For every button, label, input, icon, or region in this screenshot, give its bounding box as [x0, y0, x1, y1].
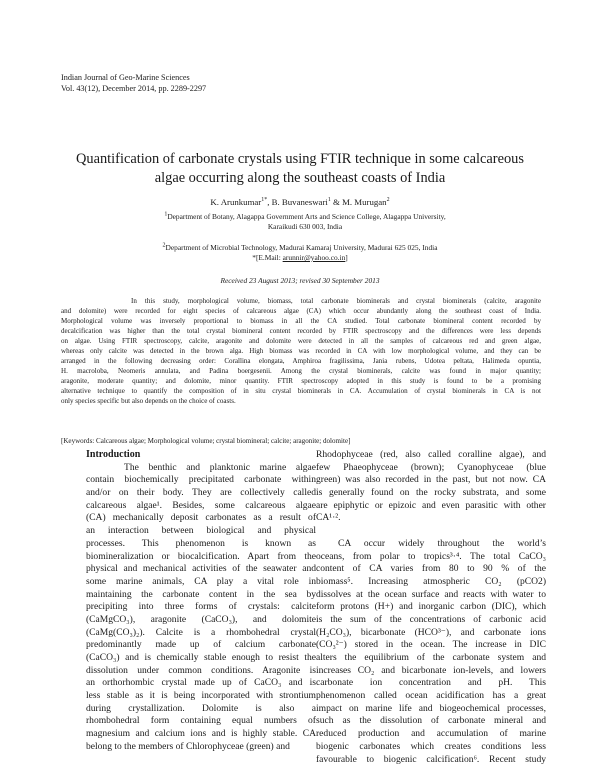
section-heading-introduction: Introduction [86, 449, 141, 460]
body-line: biogenic carbonates which creates conditions less [316, 740, 546, 752]
journal-issue: Vol. 43(12), December 2014, pp. 2289-2297 [61, 84, 207, 93]
body-line: phenomenon called ocean acidification has a great [316, 690, 546, 702]
abstract-line: whereas only calcite was detected in the brown alga. High biomass was recorded in CA with low morphological volume, and they can be [61, 347, 541, 356]
body-line [316, 525, 546, 538]
body-line: is generally found on the rocky substrata, and some [316, 487, 546, 499]
affiliation-2-mark: 2 [162, 242, 166, 249]
body-line: green) was also recorded in the past, but not now. CA [316, 474, 546, 486]
body-line: (CaMgCO₃), aragonite (CaCO₃), and dolomite [86, 613, 316, 625]
body-line: physical and mechanical activities of the seawater and [86, 563, 316, 575]
title-line-2: algae occurring along the southeast coasts of India [154, 170, 446, 186]
body-line: Rhodophyceae (red, also called coralline algae), and [316, 449, 546, 460]
body-line: form protons (H+) and inorganic carbon (DIC), which [316, 601, 546, 613]
body-line: some marine animals, CA play a vital role in [86, 575, 316, 587]
body-line: The benthic and planktonic marine algae [124, 461, 316, 473]
abstract-line: arranged in the following decreasing order: Corallina elongata, Amphiroa fragilissima, Jania rubens, Udotea peltata, Halimeda opuntia, [61, 357, 541, 366]
abstract-line: H. macroloba, Neomeris annulata, and Padina boergesenii. Among the crystal biominerals, calcite was found in major quantity; [61, 367, 541, 376]
affiliation-1-line-1: Department of Botany, Alagappa Government Arts and Science College, Alagappa University, [167, 212, 446, 221]
author-separator-2: & M. Murugan [330, 197, 387, 207]
body-line: calcareous algae¹. Besides, some calcareous algae [86, 499, 316, 511]
email-link[interactable]: arunnir@yahoo.co.in [282, 253, 346, 262]
received-dates: Received 23 August 2013; revised 30 September 2013 [220, 276, 380, 285]
email-close: ] [345, 253, 348, 262]
paper-title [40, 150, 560, 188]
body-line: are epiphytic or epizoic and even parasitic with other [316, 499, 546, 511]
title-line-1: Quantification of carbonate crystals using FTIR technique in some calcareous [76, 151, 524, 167]
journal-name: Indian Journal of Geo-Marine Sciences [61, 73, 190, 82]
author-1-mark: 1* [261, 197, 268, 204]
body-line: oceans, from polar to tropics³·⁴. The total CaCO₃ [316, 550, 546, 562]
author-separator-1: , B. Buvaneswari [267, 197, 328, 207]
keywords: [Keywords: Calcareous algae; Morphological volume; crystal biomineral; calcite; aragonite; dolomite] [61, 437, 351, 445]
body-line: dissolution under common conditions. Aragonite is [86, 664, 316, 676]
body-line: (CA) mechanically deposit carbonates as a result of [86, 512, 316, 524]
abstract-line: alternative technique to quantify the composition of in situ crystal biominerals in CA. Accumulation of crystal biominerals in CA is not [61, 387, 541, 396]
abstract-line: on algae. Using FTIR spectroscopy, calcite, aragonite and dolomite were detected in all the samples of calcareous red and green algae, [61, 337, 541, 346]
affiliation-1 [150, 212, 460, 232]
abstract-line: and dolomite) were recorded for eight species of calcareous algae (CA) which occur abundantly along the southeast coast of India. [61, 307, 541, 316]
body-line: during crystallization. Dolomite is also a [86, 702, 316, 714]
body-line: and/or on their body. They are collectively called [86, 487, 316, 499]
abstract [61, 296, 541, 407]
author-2-mark: 1 [327, 197, 331, 204]
author-list [0, 197, 600, 207]
body-line: is the sum of the concentrations of carbonic acid [316, 613, 546, 625]
body-line: belong to the members of Chlorophyceae (green) and [86, 740, 290, 752]
abstract-line: aragonite, moderate quantity; and dolomite, minor quantity. FTIR spectroscopy adopted in this study is found to be a promising [61, 377, 541, 386]
body-line: rhombohedral form containing equal numbers of [86, 715, 316, 727]
body-line: few Phaeophyceae (brown); Cyanophyceae (blue [316, 461, 546, 473]
body-line: CA occur widely throughout the world’s [338, 537, 546, 549]
body-line: predominantly made up of calcium carbonate [86, 639, 316, 651]
journal-header [61, 72, 206, 94]
body-line: (CaCO₃) and is chemically stable enough to resist the [86, 652, 316, 663]
right-column [316, 449, 546, 766]
body-line: CA¹·². [316, 512, 341, 524]
body-line: processes. This phenomenon is known as [86, 537, 316, 549]
body-line: carbonate ion concentration and pH. This [316, 677, 546, 689]
author-1: K. Arunkumar [210, 197, 262, 207]
body-line: biomineralization or biocalcification. Apart from the [86, 550, 316, 562]
body-line: favourable to biogenic calcification⁶. Recent study [316, 753, 546, 765]
body-line: (CO₃²⁻) stored in the ocean. The increase in DIC [316, 639, 546, 651]
email-label: *[E.Mail: [252, 253, 283, 262]
body-line: biomass⁵. Increasing atmospheric CO₂ (pCO2) [316, 575, 546, 587]
body-line: an interaction between biological and physical [86, 525, 316, 537]
body-line: content of CA varies from 80 to 90 % of the [316, 563, 546, 575]
body-line: contain biochemically precipitated carbonate within [86, 474, 316, 486]
body-line: reduced production and accumulation of marine [316, 728, 546, 740]
left-column [86, 449, 316, 754]
abstract-line: Morphological volume was inversely proportional to biomass in all the CA studied. Total carbonate biomineral content recorded by [61, 317, 541, 326]
abstract-line: only species specific but also depends on the choice of coasts. [61, 397, 236, 406]
body-line: (CaMg(CO₃)₂). Calcite is a rhombohedral crystal [86, 626, 316, 638]
body-line: an orthorhombic crystal made up of CaCO₃ and is [86, 677, 316, 689]
body-line: impact on marine life and biogeochemical processes, [316, 702, 546, 714]
abstract-line: In this study, morphological volume, biomass, total carbonate biominerals and crystal biominerals (calcite, aragonite [131, 297, 541, 305]
body-line: maintaining the carbonate content in the sea by [86, 588, 316, 600]
affiliation-2-line-1: Department of Microbial Technology, Madurai Kamaraj University, Madurai 625 025, India [165, 243, 438, 252]
body-line: magnesium and calcium ions and is highly stable. CA [86, 728, 316, 740]
body-line: dissolves at the ocean surface and reacts with water to [316, 588, 546, 600]
abstract-line: decalcification was higher than the total crystal biomineral content recorded by FTIR spectroscopy and the differences were less depends [61, 327, 541, 336]
author-3-mark: 2 [386, 197, 390, 204]
affiliation-1-mark: 1 [164, 211, 168, 218]
body-line: less stable as it is being incorporated with strontium [86, 690, 316, 702]
body-line: such as the dissolution of carbonate mineral and [316, 715, 546, 727]
body-line: increases CO₂ and bicarbonate ion-levels, and lowers [316, 664, 546, 676]
body-line: precipiting into three forms of crystals: calcite [86, 601, 316, 613]
affiliation-2 [0, 243, 600, 263]
body-line: (H₂CO₃), bicarbonate (HCO³⁻), and carbonate ions [316, 626, 546, 638]
body-line: alters the equilibrium of the carbonate system and [316, 652, 546, 663]
affiliation-1-line-2: Karaikudi 630 003, India [267, 222, 343, 231]
